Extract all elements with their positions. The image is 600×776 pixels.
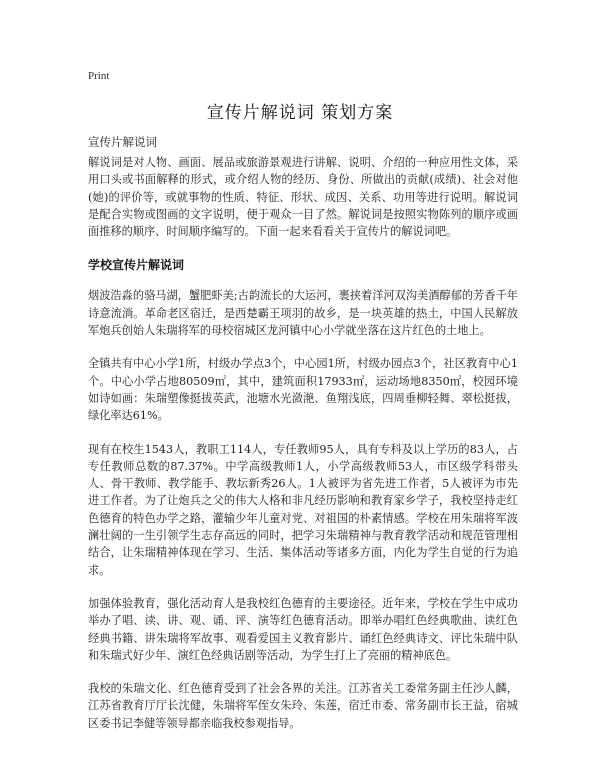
section-heading: 学校宣传片解说词 [88, 258, 185, 273]
document-body [88, 154, 518, 748]
body-paragraph: 现有在校生1543人，教职工114人，专任教师95人，具有专科及以上学历的83人，占专任教师总数的87.37%。中学高级教师1人，小学高级教师53人，市区级学科带头人、骨干教师、教学能手、教坛新秀26人。1人被评为省先进工作者，5人被评为市先进工作者。为了让炮兵之父的伟大人格和非凡经历影响和教育家乡学子，我校坚持走红色德育的特色办学之路，灌输少年儿童对党、对祖国的朴素情感。学校在用朱瑞将军波澜壮阔的一生引领学生志存高远的同时，把学习朱瑞精神与教育教学活动和规范管理相结合，让朱瑞精神体现在学习、生活、集体活动等诸多方面，内化为学生自觉的行为追求。 [88, 442, 518, 577]
body-paragraph: 烟波浩淼的骆马湖，蟹肥虾美;古韵流长的大运河，裹挟着洋河双沟美酒醇郁的芳香千年诗意流淌。革命老区宿迁，是西楚霸王项羽的故乡，是一块英雄的热土，中国人民解放军炮兵创始人朱瑞将军的母校宿城区龙河镇中心小学就坐落在这片红色的土地上。 [88, 289, 518, 338]
print-label[interactable]: Print [88, 70, 110, 82]
document-subheading: 宣传片解说词 [88, 135, 157, 149]
body-paragraph: 加强体验教育，强化活动育人是我校红色德育的主要途径。近年来，学校在学生中成功举办了唱、读、讲、观、诵、评、演等红色德育活动。即举办唱红色经典歌曲、读红色经典书籍、讲朱瑞将军故事、观看爱国主义教育影片、诵红色经典诗文、评比朱瑞中队和朱瑞式好少年、演红色经典话剧等活动，为学生打上了亮丽的精神底色。 [88, 596, 518, 662]
intro-paragraph: 解说词是对人物、画面、展品或旅游景观进行讲解、说明、介绍的一种应用性文体，采用口头或书面解释的形式，或介绍人物的经历、身份、所做出的贡献(成绩)、社会对他(她)的评价等，或就事物的性质、特征、形状、成因、关系、功用等进行说明。解说词是配合实物或图画的文字说明，便于观众一目了然。解说词是按照实物陈列的顺序或画面推移的顺序、时间顺序编写的。下面一起来看看关于宣传片的解说词吧。 [88, 156, 518, 239]
body-paragraph: 全镇共有中心小学1所，村级办学点3个，中心园1所，村级办园点3个，社区教育中心1个。中心小学占地80509㎡，其中，建筑面积17933㎡，运动场地8350㎡，校园环境如诗如画：朱瑞塑像挺拔英武，池塘水光潋滟、鱼翔浅底，四周垂柳轻舞、翠松挺拔，绿化率达61%。 [88, 357, 518, 423]
body-paragraph: 我校的朱瑞文化、红色德育受到了社会各界的关注。江苏省关工委常务副主任沙人麟，江苏省教育厅厅长沈健，朱瑞将军侄女朱玲、朱莲，宿迁市委、常务副市长王益，宿城区委书记李健等领导都亲临我校参观指导。 [88, 682, 518, 730]
document-title: 宣传片解说词 策划方案 [206, 103, 394, 123]
